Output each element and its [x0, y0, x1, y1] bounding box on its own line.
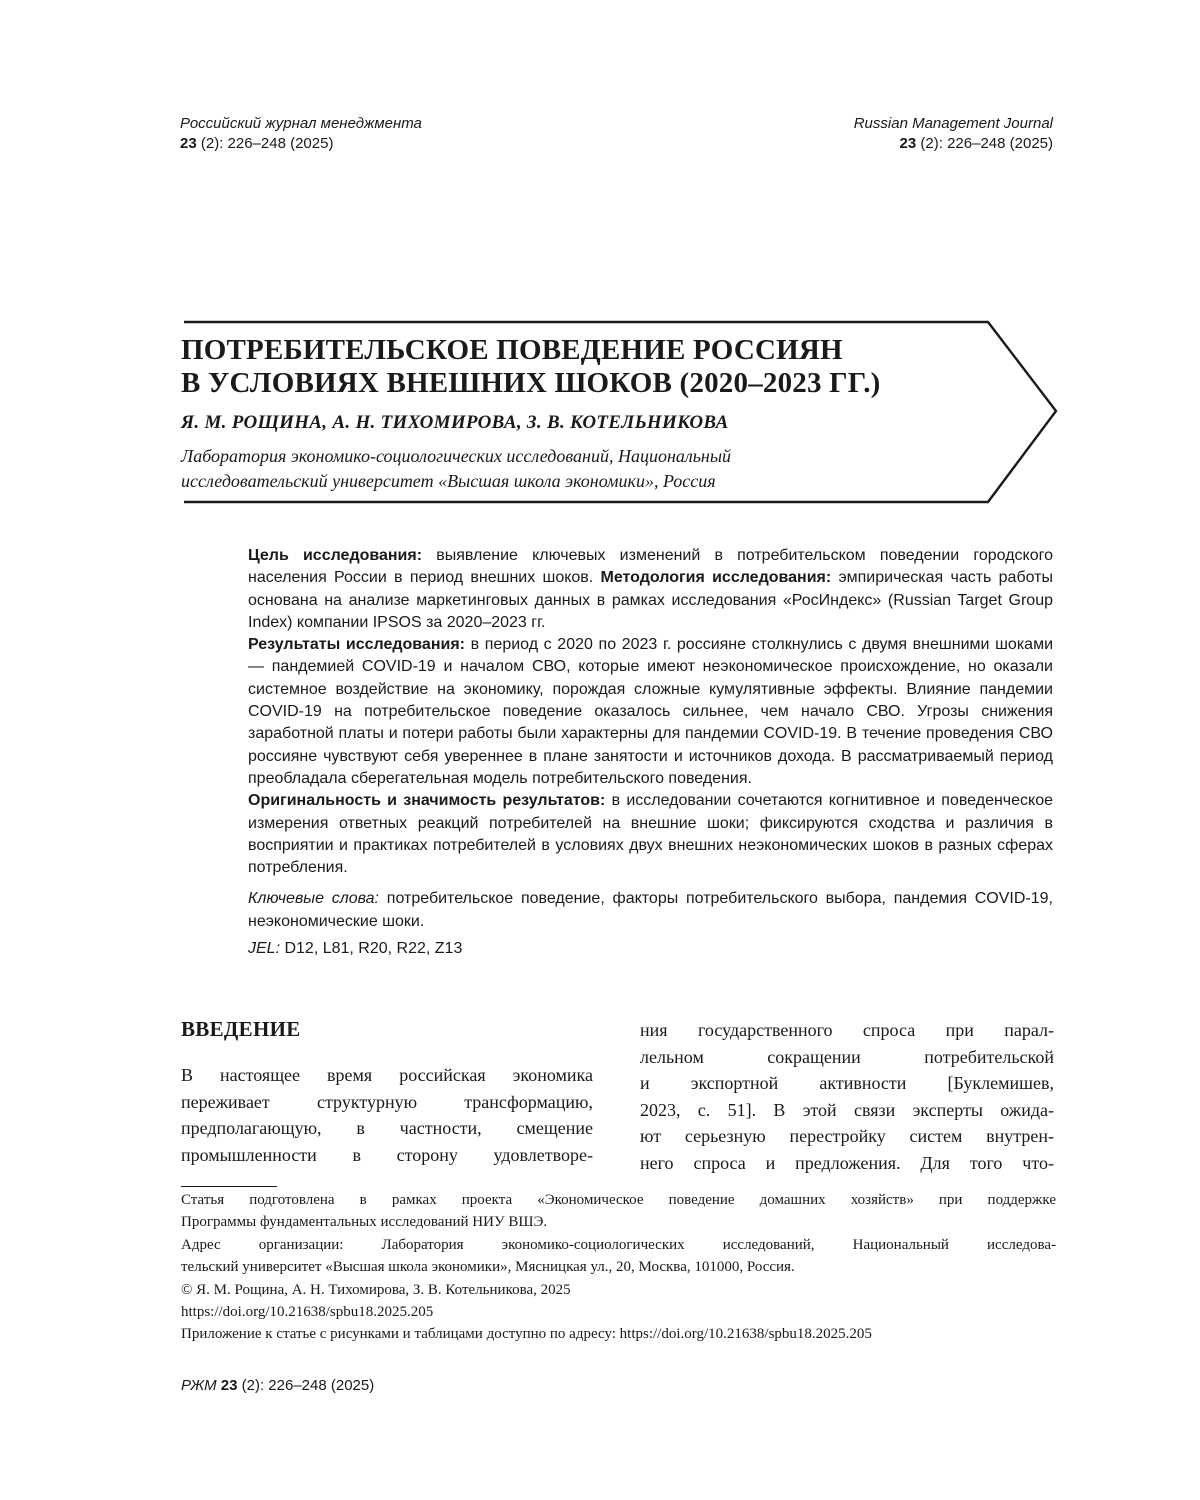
body-column-left — [181, 1062, 593, 1168]
issue-pages: (2): 226–248 (2025) — [920, 135, 1053, 152]
keywords — [248, 888, 1053, 933]
footnote-line: Статья подготовлена в рамках проекта «Экономическое поведение домашних хозяйств» при поддержке — [181, 1192, 1056, 1208]
body-line: В настоящее время российская экономика — [181, 1065, 593, 1085]
article-title — [181, 334, 981, 400]
footnote-line: тельский университет «Высшая школа экономики», Мясницкая ул., 20, Москва, 101000, Россия. — [181, 1259, 795, 1276]
funding-note — [181, 1189, 1056, 1234]
body-line: него спроса и предложения. Для того что- — [640, 1152, 1054, 1173]
jel-label: JEL: — [248, 940, 281, 958]
jel-text: D12, L81, R20, R22, Z13 — [280, 940, 463, 958]
affiliation-line: исследовательский университет «Высшая школа экономики», Россия — [181, 471, 716, 491]
issue-pages: (2): 226–248 (2025) — [200, 135, 334, 152]
authors: Я. М. РОЩИНА, А. Н. ТИХОМИРОВА, З. В. КОТЕЛЬНИКОВА — [181, 412, 729, 433]
title-line: В УСЛОВИЯХ ВНЕШНИХ ШОКОВ (2020–2023 ГГ.) — [181, 367, 881, 399]
running-foot — [181, 1377, 374, 1394]
address-note — [181, 1234, 1056, 1279]
journal-title-ru: Российский журнал менеджмента — [180, 115, 422, 132]
results-label: Результаты исследования: — [248, 636, 465, 654]
results-text: в период с 2020 по 2023 г. россияне столкнулись с двумя внешними шоками — пандемией COVID-19 и началом СВО, которые имеют неэкономическое происхождение, но оказали системное воздействие на экономику, порождая сложные кумулятивные эффекты. Влияние пандемии COVID-19 на потребительское поведение оказалось сильнее, чем начало СВО. Угрозы снижения заработной платы и потери работы были характерны для пандемии COVID-19. В течение проведения СВО россияне чувствуют себя увереннее в плане занятости и источников дохода. В рассматриваемый период преобладала сберегательная модель потребительского поведения. — [248, 636, 1053, 787]
body-line: лельном сокращении потребительской — [640, 1046, 1054, 1067]
volume-number: 23 — [180, 135, 197, 152]
doi-link[interactable]: https://doi.org/10.21638/spbu18.2025.205 — [181, 1304, 434, 1321]
footnote-line: Программы фундаментальных исследований НИУ ВШЭ. — [181, 1214, 548, 1231]
originality-label: Оригинальность и значимость результатов: — [248, 792, 606, 810]
volume-number: 23 — [899, 135, 917, 152]
body-column-right — [640, 1017, 1054, 1176]
body-line: ния государственного спроса при парал- — [640, 1020, 1054, 1040]
issue-pages: (2): 226–248 (2025) — [241, 1377, 375, 1394]
keywords-label: Ключевые слова: — [248, 890, 380, 908]
volume-number: 23 — [220, 1377, 238, 1394]
method-text: эмпирическая часть работы основана на анализе маркетинговых данных в рамках исследования «РосИндекс» (Russian Target Group Index) компании IPSOS за 2020–2023 гг. — [248, 569, 1053, 631]
journal-title-en: Russian Management Journal — [853, 115, 1053, 132]
footnote-divider — [181, 1186, 277, 1187]
abstract-body — [248, 545, 1053, 879]
body-line: переживает структурную трансформацию, — [181, 1091, 593, 1112]
body-line: предполагающую, в частности, смещение — [181, 1118, 593, 1138]
jel-codes — [248, 938, 1053, 960]
appendix-note: Приложение к статье с рисунками и таблицами доступно по адресу: https://doi.org/10.21638/spbu18.2025.205 — [181, 1326, 872, 1343]
method-label: Методология исследования: — [600, 569, 832, 587]
body-line: ют серьезную перестройку систем внутрен- — [640, 1126, 1054, 1146]
body-line: промышленности в сторону удовлетворе- — [181, 1144, 593, 1165]
affiliation — [181, 444, 901, 494]
affiliation-line: Лаборатория экономико-социологических исследований, Национальный — [181, 446, 732, 466]
section-heading-introduction: ВВЕДЕНИЕ — [181, 1017, 301, 1041]
copyright-note: © Я. М. Рощина, А. Н. Тихомирова, З. В. Котельникова, 2025 — [181, 1281, 571, 1298]
footnotes — [181, 1189, 1056, 1346]
originality-text: в исследовании сочетаются когнитивное и поведенческое измерения ответных реакций потребителей на внешние шоки; фиксируются сходства и различия в восприятии и практиках потребителей в условиях двух внешних неэкономических шоков в разных сферах потребления. — [248, 792, 1054, 877]
aim-text: выявление ключевых изменений в потребительском поведении городского населения России в период внешних шоков. — [248, 547, 1054, 587]
footnote-line: Адрес организации: Лаборатория экономико-социологических исследований, Национальный исследова- — [181, 1236, 1056, 1253]
body-line: 2023, с. 51]. В этой связи эксперты ожида- — [640, 1099, 1054, 1120]
body-line: и экспортной активности [Буклемишев, — [640, 1073, 1054, 1093]
running-head-left — [180, 114, 422, 154]
title-line: ПОТРЕБИТЕЛЬСКОЕ ПОВЕДЕНИЕ РОССИЯН — [181, 334, 843, 366]
journal-abbreviation: РЖМ — [181, 1377, 217, 1394]
aim-label: Цель исследования: — [248, 547, 423, 564]
running-head-right — [854, 114, 1053, 154]
abstract — [248, 545, 1053, 960]
keywords-text: потребительское поведение, факторы потребительского выбора, пандемия COVID-19, неэкономические шоки. — [248, 890, 1053, 930]
